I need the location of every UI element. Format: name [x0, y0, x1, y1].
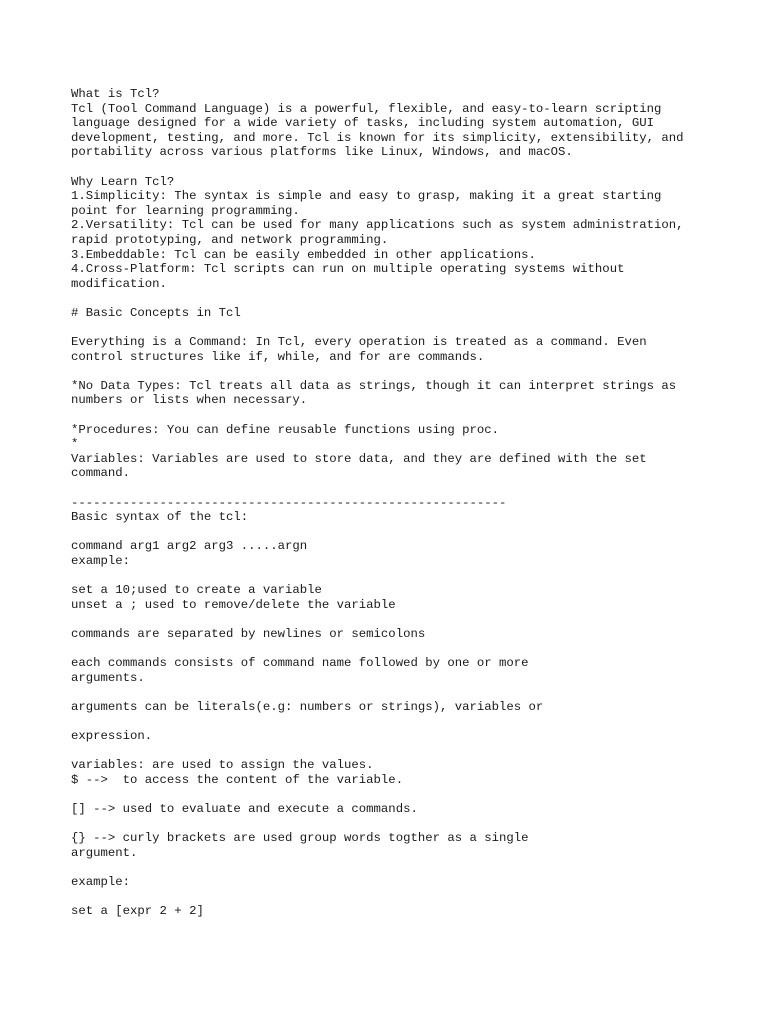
text-line: [71, 321, 721, 336]
text-line: command.: [71, 466, 131, 481]
text-line: [71, 408, 721, 423]
text-line: modification.: [71, 276, 167, 291]
text-line: Everything is a Command: In Tcl, every operation is treated as a command. Even: [71, 335, 647, 350]
text-line: {} --> curly brackets are used group words togther as a single: [71, 831, 529, 846]
text-line: [71, 744, 721, 759]
text-line: *: [71, 437, 79, 452]
text-line: command arg1 arg2 arg3 .....argn: [71, 539, 308, 554]
text-line: Why Learn Tcl?: [71, 174, 175, 189]
text-line: 3.Embeddable: Tcl can be easily embedded in other applications.: [71, 247, 536, 262]
text-line: language designed for a wide variety of tasks, including system automation, GUI: [71, 116, 654, 131]
text-line: [71, 525, 721, 540]
text-line: point for learning programming.: [71, 203, 300, 218]
text-line: [71, 364, 721, 379]
document-text: [71, 87, 721, 919]
text-line: *Procedures: You can define reusable functions using proc.: [71, 422, 500, 437]
text-line: [71, 788, 721, 803]
text-line: example:: [71, 875, 131, 890]
text-line: [71, 569, 721, 584]
text-line: portability across various platforms like Linux, Windows, and macOS.: [71, 145, 573, 160]
text-line: rapid prototyping, and network programming.: [71, 232, 389, 247]
text-line: [71, 685, 721, 700]
text-line: [71, 612, 721, 627]
text-line: 4.Cross-Platform: Tcl scripts can run on multiple operating systems without: [71, 262, 625, 277]
text-line: # Basic Concepts in Tcl: [71, 305, 241, 320]
text-line: [71, 481, 721, 496]
text-line: [71, 160, 721, 175]
text-line: [71, 860, 721, 875]
text-line: Basic syntax of the tcl:: [71, 510, 249, 525]
text-line: [71, 715, 721, 730]
text-line: [71, 291, 721, 306]
text-line: arguments can be literals(e.g: numbers or strings), variables or: [71, 699, 544, 714]
text-line: Tcl (Tool Command Language) is a powerful, flexible, and easy-to-learn scripting: [71, 101, 662, 116]
text-line: set a 10;used to create a variable: [71, 583, 322, 598]
text-line: [71, 817, 721, 832]
text-line: 1.Simplicity: The syntax is simple and easy to grasp, making it a great starting: [71, 189, 662, 204]
text-line: numbers or lists when necessary.: [71, 393, 308, 408]
text-line: arguments.: [71, 670, 145, 685]
text-line: expression.: [71, 729, 153, 744]
text-line: What is Tcl?: [71, 87, 160, 101]
text-line: [71, 642, 721, 657]
text-line: 2.Versatility: Tcl can be used for many applications such as system administration,: [71, 218, 684, 233]
text-line: variables: are used to assign the values.: [71, 758, 374, 773]
text-line: *No Data Types: Tcl treats all data as strings, though it can interpret strings as: [71, 378, 677, 393]
text-line: [] --> used to evaluate and execute a commands.: [71, 802, 418, 817]
text-line: Variables: Variables are used to store data, and they are defined with the set: [71, 451, 647, 466]
text-line: unset a ; used to remove/delete the variable: [71, 597, 396, 612]
text-line: commands are separated by newlines or semicolons: [71, 626, 426, 641]
text-line: example:: [71, 554, 131, 568]
text-line: control structures like if, while, and for are commands.: [71, 349, 485, 364]
text-line: [71, 890, 721, 905]
text-line: argument.: [71, 845, 138, 860]
text-line: -----------------------------------------------------------: [71, 495, 507, 510]
text-line: development, testing, and more. Tcl is known for its simplicity, extensibility, and: [71, 130, 684, 145]
text-line: $ --> to access the content of the variable.: [71, 772, 404, 787]
text-line: each commands consists of command name followed by one or more: [71, 656, 529, 671]
text-line: set a [expr 2 + 2]: [71, 904, 204, 919]
